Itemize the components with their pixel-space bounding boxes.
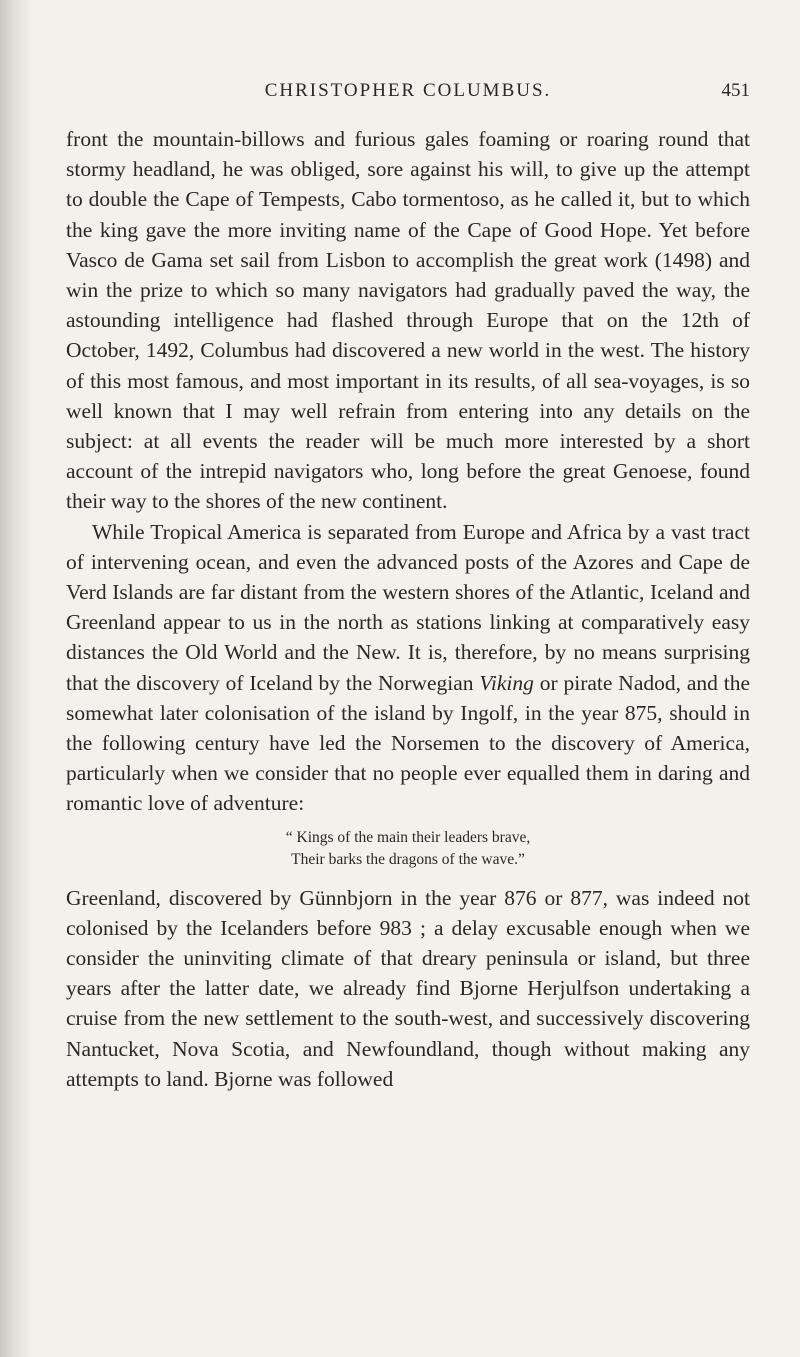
body-text bbox=[66, 124, 750, 1094]
verse-line-2: Their barks the dragons of the wave.” bbox=[291, 850, 525, 868]
binding-shadow bbox=[0, 0, 34, 1357]
book-page bbox=[66, 0, 750, 1094]
italic-term-viking: Viking bbox=[479, 670, 534, 695]
paragraph-2-text-b: or pirate Nadod, and the somewhat later colonisation of the island by Ingolf, in the year 875, should in the following century have led the Norsemen to the discovery of America, particularly when we consider that no people ever equalled them in daring and romantic love of adventure: bbox=[66, 670, 750, 816]
running-title: CHRISTOPHER COLUMBUS. bbox=[264, 80, 552, 101]
paragraph-2-text-a: While Tropical America is separated from Europe and Africa by a vast tract of intervening ocean, and even the advanced posts of the Azores and Cape de Verd Islands are far distant from the western shores of the Atlantic, Iceland and Greenland appear to us in the north as stations linking at comparatively easy distances the Old World and the New. It is, therefore, by no means surprising that the discovery of Iceland by the Norwegian bbox=[66, 519, 750, 695]
verse-quote bbox=[66, 827, 750, 871]
verse-line-1: “ Kings of the main their leaders brave, bbox=[285, 828, 531, 846]
paragraph-3: Greenland, discovered by Günnbjorn in the year 876 or 877, was indeed not colonised by the Icelanders before 983 ; a delay excusable enough when we consider the uninviting climate of that dreary peninsula or island, but three years after the latter date, we already find Bjorne Herjulfson undertaking a cruise from the new settlement to the south-west, and successively discovering Nantucket, Nova Scotia, and Newfoundland, though without making any attempts to land. Bjorne was followed bbox=[66, 885, 750, 1091]
running-head bbox=[66, 80, 750, 120]
paragraph-2 bbox=[66, 517, 750, 819]
paragraph-1: front the mountain-billows and furious gales foaming or roaring round that stormy headland, he was obliged, sore against his will, to give up the attempt to double the Cape of Tempests, Cabo tormentoso, as he called it, but to which the king gave the more inviting name of the Cape of Good Hope. Yet before Vasco de Gama set sail from Lisbon to accomplish the great work (1498) and win the prize to which so many navigators had gradually paved the way, the astounding intelligence had flashed through Europe that on the 12th of October, 1492, Columbus had discovered a new world in the west. The history of this most famous, and most important in its results, of all sea-voyages, is so well known that I may well refrain from entering into any details on the subject: at all events the reader will be much more interested by a short account of the intrepid navigators who, long before the great Genoese, found their way to the shores of the new continent. bbox=[66, 127, 750, 514]
page-number: 451 bbox=[721, 80, 750, 101]
